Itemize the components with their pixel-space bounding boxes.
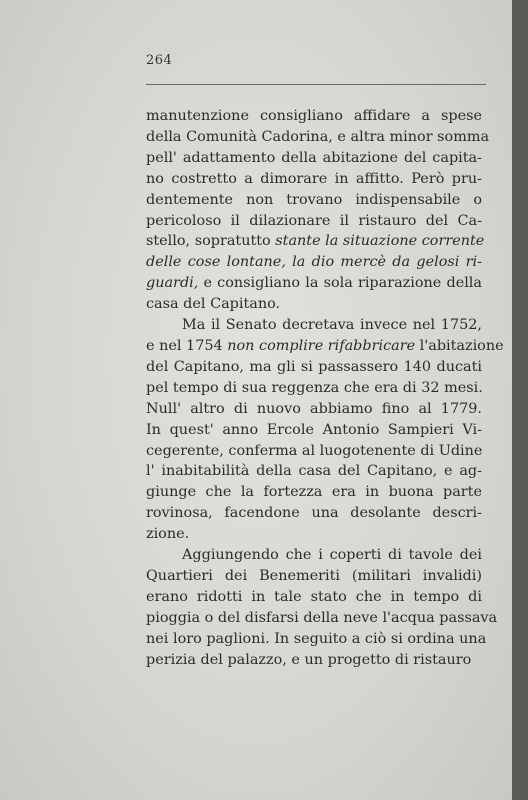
text-line [146,357,482,378]
paragraph [146,315,504,545]
text-segment: erano ridotti in tale stato che in tempo di [146,588,482,605]
text-segment: della Comunità Cadorina, e altra minor somma [146,128,490,145]
text-line [146,336,504,357]
text-segment: Ma il Senato decretava invece nel 1752, [182,317,482,334]
text-segment: manutenzione consigliano affidare a spese [146,108,482,124]
text-line [146,608,498,629]
text-line [146,231,485,252]
italic-text: guardi, [146,275,199,292]
text-line [146,169,482,190]
paragraph [146,106,490,315]
text-segment: zione. [146,526,190,543]
text-line [146,524,482,545]
text-segment: Quartieri dei Benemeriti (militari invalidi) [146,567,482,584]
text-segment: del Capitano, ma gli si passassero 140 ducati [146,358,482,375]
text-segment: pioggia o del disfarsi della neve l'acqua passava [146,609,498,626]
text-line [146,127,490,148]
text-line [146,252,482,273]
text-segment: rovinosa, facendone una desolante descri- [146,505,482,522]
text-line [146,148,482,169]
body-text [146,106,504,670]
text-segment: l' inabitabilità della casa del Capitano, e ag- [146,463,482,480]
text-line [146,441,482,462]
text-segment: Aggiungendo che i coperti di tavole dei [182,547,482,564]
text-segment: e consigliano la sola riparazione della [198,275,482,292]
text-segment: pericoloso il dilazionare il ristauro del Ca- [146,212,482,229]
text-segment: no costretto a dimorare in affitto. Però pru- [146,170,482,187]
text-line [146,399,482,420]
italic-text: stante la situazione corrente [275,233,485,250]
text-line [146,294,482,315]
text-line [146,629,487,650]
text-line [146,211,482,232]
text-segment: Null' altro di nuovo abbiamo fino al 1779. [146,400,482,417]
text-segment: dentemente non trovano indispensabile o [146,191,482,208]
text-line [146,461,482,482]
page-edge [512,0,528,800]
text-line [146,378,482,399]
text-segment: e nel 1754 [146,337,228,354]
text-line [146,482,482,503]
text-segment: pell' adattamento della abitazione del capita- [146,149,482,166]
text-segment: casa del Capitano. [146,296,281,313]
italic-text: delle cose lontane, la dio mercè da gelosi ri- [146,254,482,271]
text-segment: stello, sopratutto [146,233,276,250]
text-line [146,650,482,671]
header-rule [146,84,486,85]
text-segment: perizia del palazzo, e un progetto di ristauro [146,651,472,668]
text-segment: l'abitazione [415,337,504,354]
text-line [146,587,482,608]
text-segment: cegerente, conferma al luogotenente di Udine [146,442,483,459]
text-line [146,315,482,336]
text-line [146,190,482,211]
text-line [146,420,482,441]
text-segment: pel tempo di sua reggenza che era di 32 mesi. [146,379,483,396]
text-segment: nei loro paglioni. In seguito a ciò si ordina una [146,630,487,647]
text-line [146,503,482,524]
paragraph [146,545,498,670]
text-line [146,545,482,566]
text-line [146,273,482,294]
text-segment: giunge che la fortezza era in buona parte [146,484,482,501]
italic-text: non complire rifabbricare [227,337,416,354]
page-number: 264 [146,53,173,68]
text-line [146,106,482,127]
text-line [146,566,482,587]
text-segment: In quest' anno Ercole Antonio Sampieri Vi- [146,421,482,438]
